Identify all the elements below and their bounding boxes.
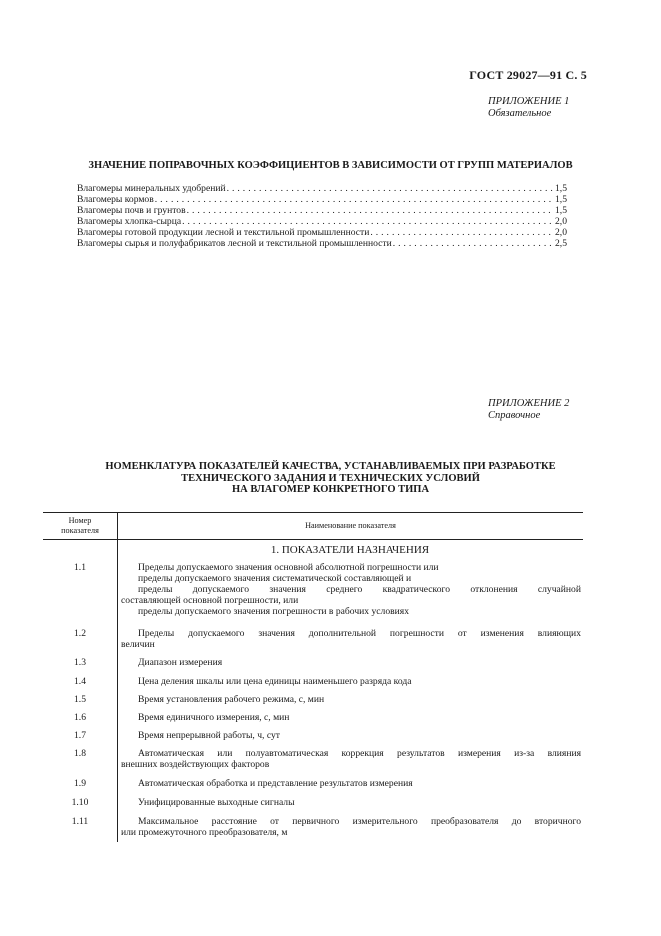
title-line-2: ТЕХНИЧЕСКОГО ЗАДАНИЯ И ТЕХНИЧЕСКИХ УСЛОВИЙ (181, 472, 480, 484)
row-text (121, 712, 581, 723)
row-number: 1.6 (74, 712, 86, 723)
coefficient-row (77, 205, 567, 216)
coefficient-row (77, 227, 567, 238)
leader-dots (155, 194, 554, 205)
coefficient-value: 1,5 (555, 194, 567, 205)
row-line: внешних воздействующих факторов (121, 759, 270, 770)
row-text (121, 657, 581, 668)
row-number: 1.5 (74, 694, 86, 705)
coefficient-label: Влагомеры кормов (77, 194, 154, 205)
coefficient-row (77, 183, 567, 194)
coefficient-row (77, 194, 567, 205)
leader-dots (182, 216, 554, 227)
leader-dots (187, 205, 554, 216)
row-line: Унифицированные выходные сигналы (138, 797, 295, 808)
row-text (121, 562, 581, 617)
column-header-number-line2: показателя (61, 526, 99, 535)
appendix-1-label: ПРИЛОЖЕНИЕ 1 (488, 96, 570, 107)
appendix-2-label: ПРИЛОЖЕНИЕ 2 (488, 398, 570, 409)
row-number: 1.4 (74, 676, 86, 687)
coefficients-list (77, 183, 567, 249)
title-line-3: НА ВЛАГОМЕР КОНКРЕТНОГО ТИПА (231, 484, 430, 495)
row-text (121, 797, 581, 808)
row-line: Пределы допускаемого значения дополнительной погрешности от изменения влияющих (138, 628, 581, 639)
coefficient-value: 1,5 (555, 205, 567, 216)
title-line-1: НОМЕНКЛАТУРА ПОКАЗАТЕЛЕЙ КАЧЕСТВА, УСТАНАВЛИВАЕМЫХ ПРИ РАЗРАБОТКЕ (105, 461, 556, 472)
appendix-2 (488, 398, 569, 422)
coefficient-label: Влагомеры готовой продукции лесной и текстильной промышленности (77, 227, 370, 238)
column-header-number (43, 516, 117, 536)
row-text (121, 730, 581, 741)
row-line: Максимальное расстояние от первичного измерительного преобразователя до вторичного (138, 816, 581, 827)
row-line: Автоматическая или полуавтоматическая коррекция результатов измерения из-за влияния (138, 748, 581, 759)
row-text (121, 676, 581, 687)
row-text (121, 694, 581, 705)
row-line: Пределы допускаемого значения основной абсолютной погрешности или (138, 562, 439, 573)
row-number: 1.8 (74, 748, 86, 759)
coefficient-row (77, 216, 567, 227)
row-line: Время установления рабочего режима, с, мин (138, 694, 325, 705)
table-top-border (43, 512, 583, 513)
appendix-1 (488, 96, 569, 120)
row-line: Диапазон измерения (138, 657, 223, 668)
column-header-number-line1: Номер (68, 516, 92, 525)
row-line: величин (121, 639, 155, 650)
section-heading: 1. ПОКАЗАТЕЛИ НАЗНАЧЕНИЯ (270, 544, 430, 556)
row-text (121, 816, 581, 838)
table-header-border (43, 539, 583, 540)
row-line: пределы допускаемого значения систематической составляющей и (138, 573, 412, 584)
title-nomenclature (0, 461, 661, 496)
coefficient-value: 2,0 (555, 227, 567, 238)
coefficient-value: 2,5 (555, 238, 567, 249)
coefficient-label: Влагомеры минеральных удобрений (77, 183, 226, 194)
row-number: 1.10 (71, 797, 89, 808)
appendix-1-status: Обязательное (488, 108, 552, 119)
row-number: 1.7 (74, 730, 86, 741)
row-line: или промежуточного преобразователя, м (121, 827, 288, 838)
column-header-name: Наименование показателя (305, 521, 396, 530)
row-line: Время непрерывной работы, ч, сут (138, 730, 280, 741)
row-number: 1.3 (74, 657, 86, 668)
row-line: составляющей основной погрешности, или (121, 595, 299, 606)
row-number: 1.11 (71, 816, 89, 827)
coefficient-label: Влагомеры почв и грунтов (77, 205, 186, 216)
row-line: пределы допускаемого значения погрешности в рабочих условиях (138, 606, 409, 617)
coefficient-label: Влагомеры хлопка-сырца (77, 216, 182, 227)
appendix-2-status: Справочное (488, 410, 541, 421)
row-text (121, 748, 581, 770)
leader-dots (370, 227, 554, 238)
row-number: 1.9 (74, 778, 86, 789)
leader-dots (393, 238, 554, 249)
coefficient-label: Влагомеры сырья и полуфабрикатов лесной и текстильной промышленности (77, 238, 392, 249)
row-line: пределы допускаемого значения среднего квадратического отклонения случайной (138, 584, 581, 595)
page-header: ГОСТ 29027—91 С. 5 (469, 68, 587, 82)
row-number: 1.2 (74, 628, 86, 639)
row-text (121, 778, 581, 789)
row-line: Автоматическая обработка и представление результатов измерения (138, 778, 413, 789)
title-coefficients: ЗНАЧЕНИЕ ПОПРАВОЧНЫХ КОЭФФИЦИЕНТОВ В ЗАВИСИМОСТИ ОТ ГРУПП МАТЕРИАЛОВ (88, 160, 573, 171)
row-line: Цена деления шкалы или цена единицы наименьшего разряда кода (138, 676, 412, 687)
table-column-divider (117, 512, 118, 842)
coefficient-row (77, 238, 567, 249)
leader-dots (227, 183, 554, 194)
coefficient-value: 2,0 (555, 216, 567, 227)
row-text (121, 628, 581, 650)
row-line: Время единичного измерения, с, мин (138, 712, 290, 723)
coefficient-value: 1,5 (555, 183, 567, 194)
row-number: 1.1 (74, 562, 86, 573)
